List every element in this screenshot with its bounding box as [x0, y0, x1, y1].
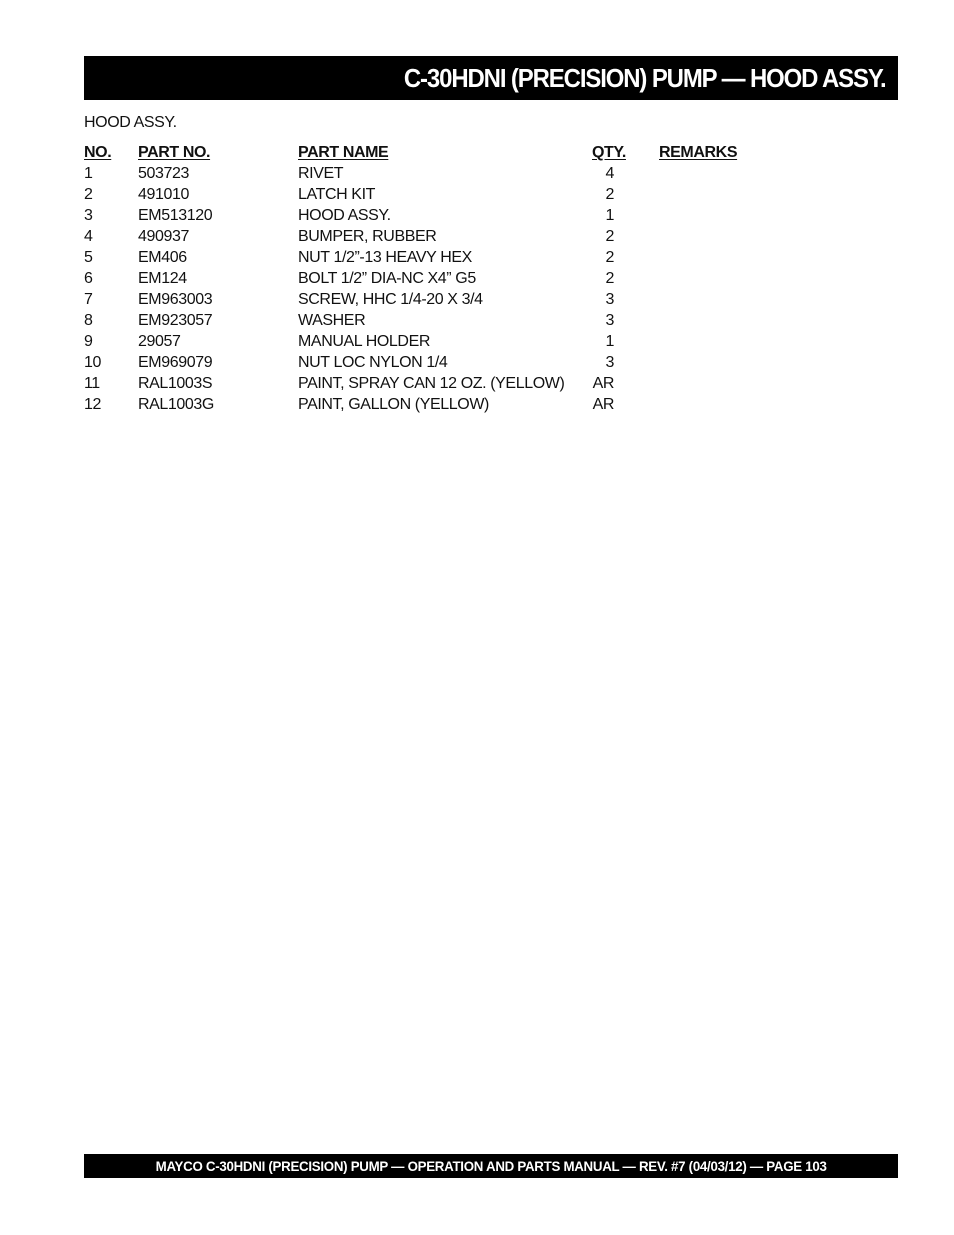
page-title-bar [84, 56, 898, 100]
cell-no: 8 [84, 312, 93, 329]
cell-part-name: NUT 1/2”-13 HEAVY HEX [298, 249, 472, 266]
cell-part-name: BOLT 1/2” DIA-NC X4” G5 [298, 270, 476, 287]
column-header-part-name: PART NAME [298, 144, 389, 161]
table-row [84, 375, 784, 396]
cell-part-no: EM969079 [138, 354, 213, 371]
cell-part-name: MANUAL HOLDER [298, 333, 431, 350]
column-header-remarks: REMARKS [659, 144, 738, 161]
cell-no: 11 [84, 375, 100, 392]
table-row [84, 396, 784, 417]
cell-part-no: 490937 [138, 228, 189, 245]
section-label: HOOD ASSY. [84, 114, 177, 131]
table-header-row [84, 144, 784, 165]
cell-part-name: SCREW, HHC 1/4-20 X 3/4 [298, 291, 483, 308]
cell-part-no: RAL1003S [138, 375, 213, 392]
cell-part-no: EM923057 [138, 312, 213, 329]
cell-qty: 4 [605, 165, 614, 182]
cell-no: 6 [84, 270, 93, 287]
table-row [84, 249, 784, 270]
cell-part-no: EM124 [138, 270, 187, 287]
cell-no: 3 [84, 207, 93, 224]
table-body [84, 165, 784, 417]
cell-no: 10 [84, 354, 101, 371]
parts-table [84, 144, 784, 417]
cell-qty: 2 [605, 249, 614, 266]
cell-qty: 3 [605, 354, 614, 371]
cell-qty: 3 [605, 312, 614, 329]
cell-no: 12 [84, 396, 101, 413]
cell-part-name: NUT LOC NYLON 1/4 [298, 354, 448, 371]
cell-part-name: WASHER [298, 312, 366, 329]
cell-qty: AR [592, 375, 614, 392]
cell-qty: 2 [605, 270, 614, 287]
cell-no: 4 [84, 228, 93, 245]
table-row [84, 333, 784, 354]
cell-part-name: LATCH KIT [298, 186, 376, 203]
cell-no: 5 [84, 249, 93, 266]
table-row [84, 228, 784, 249]
table-row [84, 312, 784, 333]
cell-no: 7 [84, 291, 93, 308]
cell-part-no: 491010 [138, 186, 189, 203]
cell-part-no: RAL1003G [138, 396, 214, 413]
table-row [84, 207, 784, 228]
cell-qty: 1 [605, 207, 614, 224]
column-header-part-no: PART NO. [138, 144, 211, 161]
cell-part-name: PAINT, GALLON (YELLOW) [298, 396, 489, 413]
table-row [84, 291, 784, 312]
table-row [84, 270, 784, 291]
page-footer-bar [84, 1154, 898, 1178]
cell-qty: 2 [605, 228, 614, 245]
cell-qty: 2 [605, 186, 614, 203]
column-header-no: NO. [84, 144, 112, 161]
cell-qty: 3 [605, 291, 614, 308]
cell-part-no: EM406 [138, 249, 187, 266]
cell-part-name: PAINT, SPRAY CAN 12 OZ. (YELLOW) [298, 375, 565, 392]
cell-part-no: EM963003 [138, 291, 213, 308]
cell-part-name: BUMPER, RUBBER [298, 228, 437, 245]
cell-qty: AR [592, 396, 614, 413]
cell-no: 1 [84, 165, 93, 182]
cell-part-no: EM513120 [138, 207, 213, 224]
cell-qty: 1 [605, 333, 614, 350]
table-row [84, 186, 784, 207]
cell-part-name: HOOD ASSY. [298, 207, 391, 224]
page-footer: MAYCO C-30HDNI (PRECISION) PUMP — OPERATION AND PARTS MANUAL — REV. #7 (04/03/12) — PAGE 103 [155, 1158, 827, 1174]
table-row [84, 354, 784, 375]
cell-part-name: RIVET [298, 165, 344, 182]
table-row [84, 165, 784, 186]
column-header-qty: QTY. [592, 144, 626, 161]
cell-no: 9 [84, 333, 93, 350]
cell-part-no: 503723 [138, 165, 189, 182]
cell-no: 2 [84, 186, 93, 203]
page-title: C-30HDNI (PRECISION) PUMP — HOOD ASSY. [404, 62, 886, 93]
cell-part-no: 29057 [138, 333, 181, 350]
